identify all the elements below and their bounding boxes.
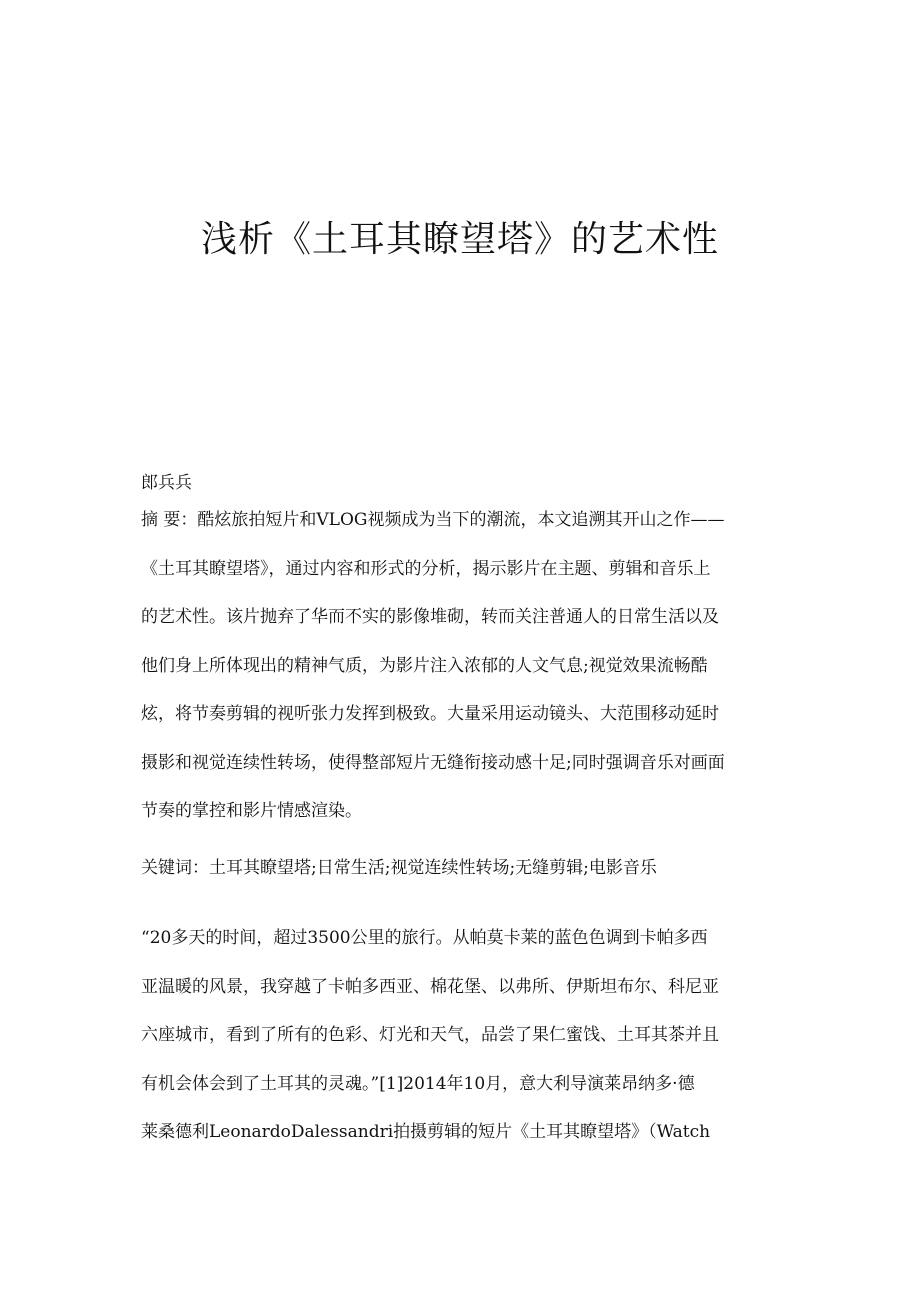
abstract-line [141, 496, 781, 545]
abstract-label: 摘 要： [141, 510, 198, 530]
body-line: 六座城市，看到了所有的色彩、灯光和天气，品尝了果仁蜜饯、土耳其茶并且 [141, 1025, 719, 1045]
keywords-label: 关键词： [141, 858, 209, 878]
body-line: 亚温暖的风景，我穿越了卡帕多西亚、棉花堡、以弗所、伊斯坦布尔、科尼亚 [141, 976, 719, 997]
keywords-text: 土耳其瞭望塔;日常生活;视觉连续性转场;无缝剪辑;电影音乐 [209, 858, 657, 878]
abstract-text: 酷炫旅拍短片和VLOG视频成为当下的潮流，本文追溯其开山之作—— [197, 510, 725, 530]
abstract-line: 《土耳其瞭望塔》，通过内容和形式的分析，揭示影片在主题、剪辑和音乐上 [141, 558, 711, 579]
body-line: “20多天的时间，超过3500公里的旅行。从帕莫卡莱的蓝色色调到卡帕多西 [141, 928, 708, 948]
keywords-line [141, 844, 781, 893]
body-paragraph [141, 914, 781, 1157]
body-line: 莱桑德利LeonardoDalessandri拍摄剪辑的短片《土耳其瞭望塔》（Watch [141, 1122, 711, 1142]
abstract-line: 他们身上所体现出的精神气质，为影片注入浓郁的人文气息;视觉效果流畅酷 [141, 655, 708, 676]
body-line: 有机会体会到了土耳其的灵魂。”[1]2014年10月，意大利导演莱昂纳多·德 [141, 1073, 695, 1094]
keywords-paragraph [141, 844, 781, 893]
abstract-paragraph [141, 496, 781, 836]
author-name: 郎兵兵 [141, 473, 192, 493]
abstract-line: 的艺术性。该片抛弃了华而不实的影像堆砌，转而关注普通人的日常生活以及 [141, 607, 719, 627]
document-title: 浅析《土耳其瞭望塔》的艺术性 [200, 219, 719, 260]
abstract-line: 摄影和视觉连续性转场，使得整部短片无缝衔接动感十足;同时强调音乐对画面 [141, 752, 725, 773]
abstract-line: 炫，将节奏剪辑的视听张力发挥到极致。大量采用运动镜头、大范围移动延时 [141, 704, 719, 724]
abstract-line: 节奏的掌控和影片情感渲染。 [141, 801, 362, 821]
